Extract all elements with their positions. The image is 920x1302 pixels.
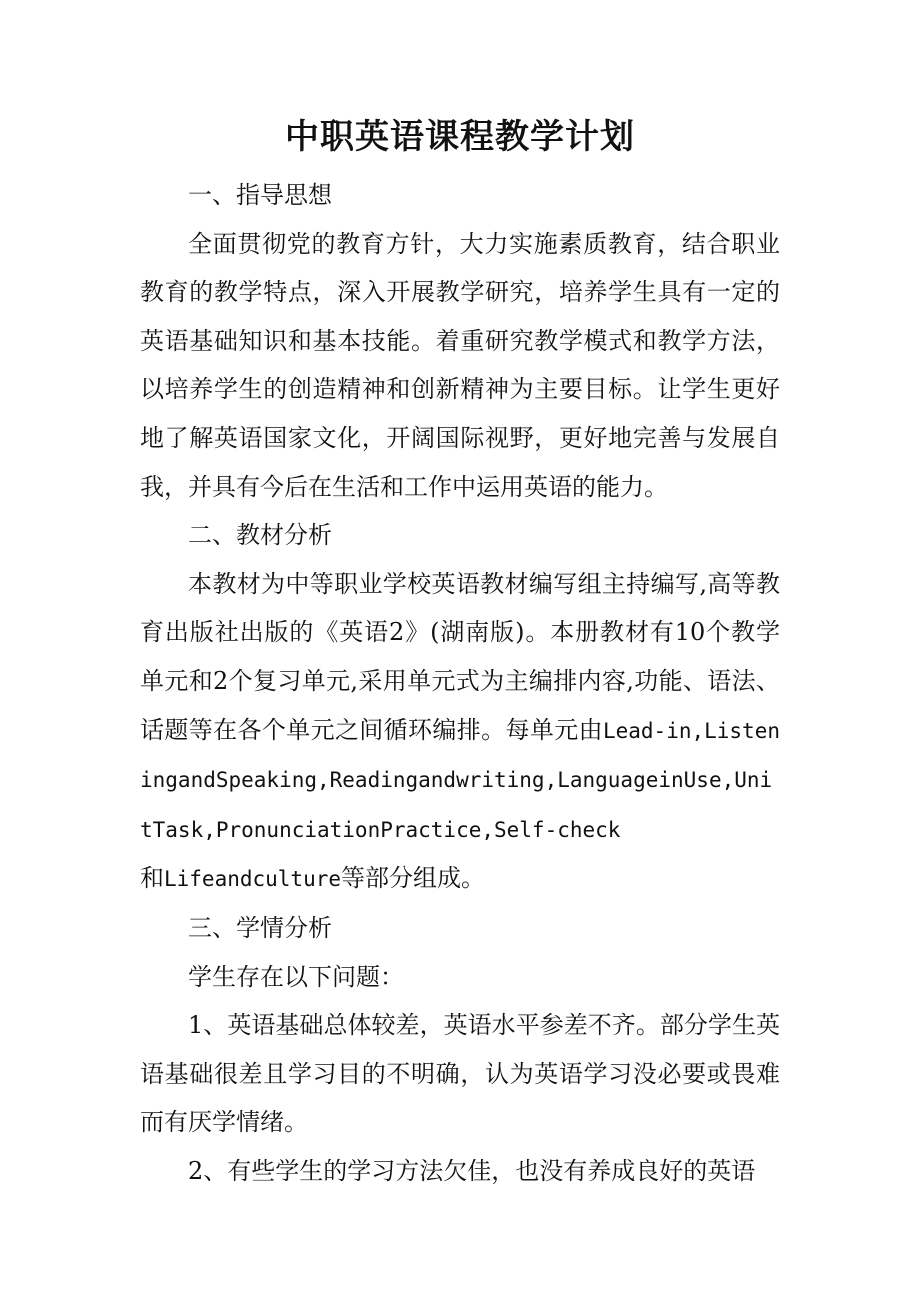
section-heading-textbook-analysis: 二、教材分析	[188, 521, 332, 550]
textbook-life-culture: Lifeandculture	[164, 867, 342, 892]
textbook-prefix-and: 和	[140, 864, 164, 893]
document-body	[140, 171, 780, 1195]
section-heading-guiding-ideology: 一、指导思想	[188, 181, 332, 209]
paragraph-textbook-analysis	[140, 560, 780, 904]
textbook-analysis-text: 本教材为中等职业学校英语教材编写组主持编写,高等教育出版社出版的《英语2》(湖南版)。本册教材有10个教学单元和2个复习单元,采用单元式为主编排内容,功能、语法、话题等在各个单元之间循环编排。每单元由	[140, 569, 780, 744]
paragraph-guiding-ideology: 全面贯彻党的教育方针，大力实施素质教育，结合职业教育的教学特点，深入开展教学研究，培养学生具有一定的英语基础知识和基本技能。着重研究教学模式和教学方法，以培养学生的创造精神和创新精神为主要目标。让学生更好地了解英语国家文化，开阔国际视野，更好地完善与发展自我，并具有今后在生活和工作中运用英语的能力。	[140, 229, 780, 501]
section-heading-student-analysis: 三、学情分析	[188, 913, 332, 942]
paragraph-student-intro: 学生存在以下问题：	[188, 962, 404, 991]
paragraph-student-problem-2: 2、有些学生的学习方法欠佳，也没有养成良好的英语	[188, 1156, 756, 1185]
textbook-unit-sections: Lead-in,ListeningandSpeaking,Readingandwriting,LanguageinUse,UnitTask,PronunciationPractice,Self-check	[140, 718, 780, 842]
document-title: 中职英语课程教学计划	[285, 117, 635, 157]
paragraph-student-problem-1: 1、英语基础总体较差，英语水平参差不齐。部分学生英语基础很差且学习目的不明确，认为英语学习没必要或畏难而有厌学情绪。	[140, 1011, 780, 1137]
textbook-suffix: 等部分组成。	[341, 864, 486, 893]
